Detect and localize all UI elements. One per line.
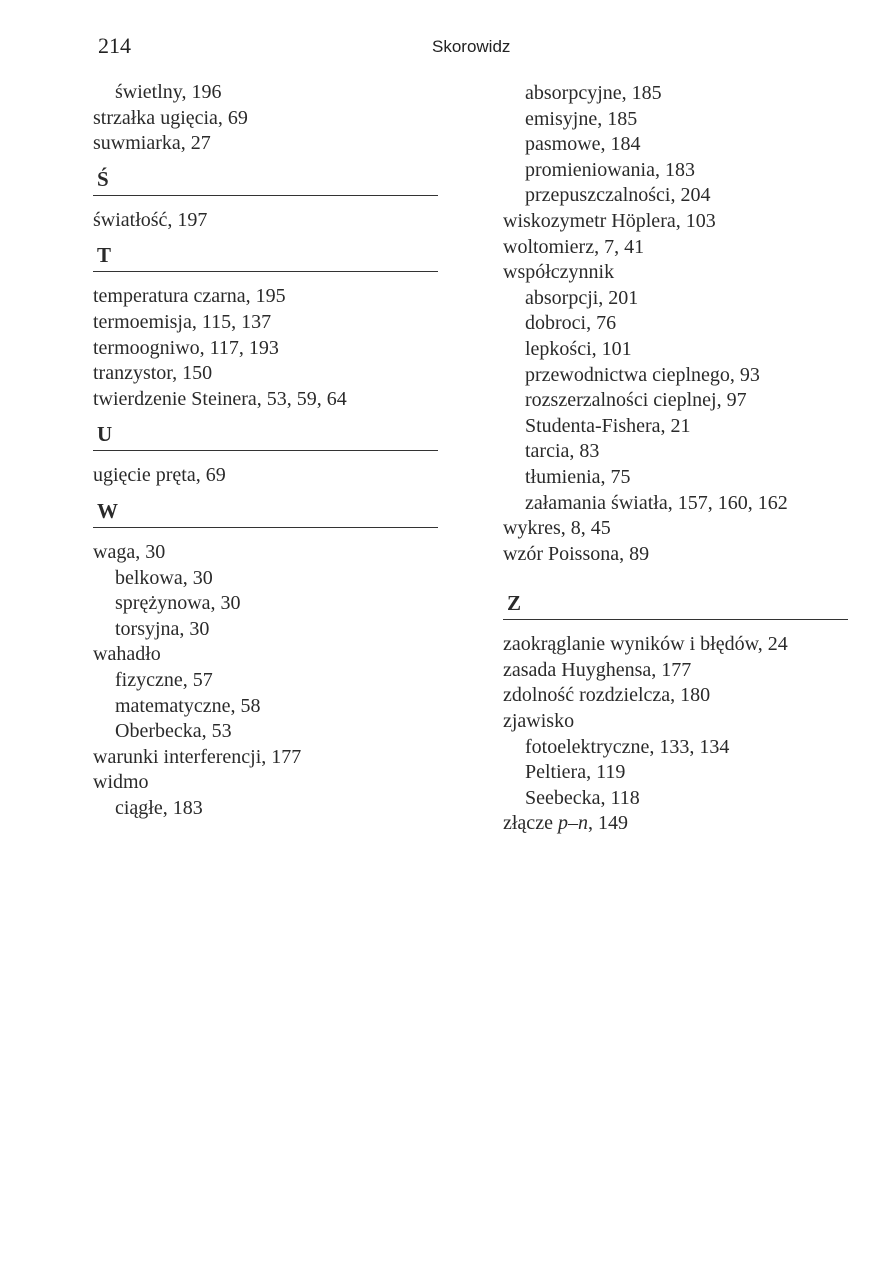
index-entry: współczynnik: [503, 261, 615, 284]
section-heading-u: U: [97, 422, 113, 447]
index-entry: wahadło: [93, 643, 161, 666]
index-subentry: fotoelektryczne, 133, 134: [525, 735, 730, 758]
index-subentry: tarcia, 83: [525, 440, 600, 463]
index-subentry: rozszerzalności cieplnej, 97: [525, 389, 747, 412]
index-entry: woltomierz, 7, 41: [503, 235, 645, 258]
index-entry: zdolność rozdzielcza, 180: [503, 684, 711, 707]
index-subentry: fizyczne, 57: [115, 668, 213, 691]
entry-pages: , 149: [587, 812, 628, 835]
entry-italic-term: p–n: [557, 812, 588, 835]
index-entry: widmo: [93, 771, 149, 794]
index-entry: wiskozymetr Höplera, 103: [503, 209, 716, 232]
index-entry: tranzystor, 150: [93, 362, 213, 385]
index-subentry: przewodnictwa cieplnego, 93: [525, 363, 760, 386]
running-head: Skorowidz: [432, 37, 511, 56]
index-entry: termoemisja, 115, 137: [93, 310, 272, 333]
section-rule: [503, 619, 848, 620]
index-entry: waga, 30: [93, 540, 166, 563]
index-entry: twierdzenie Steinera, 53, 59, 64: [93, 387, 347, 410]
index-subentry: emisyjne, 185: [525, 107, 638, 130]
index-entry: warunki interferencji, 177: [93, 745, 302, 768]
section-heading-t: T: [97, 243, 112, 268]
index-subentry: Peltiera, 119: [525, 761, 626, 784]
index-entry-pn-junction: [503, 811, 848, 837]
index-subentry: lepkości, 101: [525, 337, 632, 360]
index-entry: termoogniwo, 117, 193: [93, 336, 279, 359]
index-entry: wykres, 8, 45: [503, 517, 611, 540]
entry-prefix: złącze: [503, 812, 558, 835]
section-rule: [93, 527, 438, 528]
section-heading-z: Z: [507, 591, 522, 616]
index-entry: ugięcie pręta, 69: [93, 464, 226, 487]
section-heading-s: Ś: [97, 166, 109, 191]
index-subentry: pasmowe, 184: [525, 133, 641, 156]
index-subentry: przepuszczalności, 204: [525, 184, 711, 207]
index-subentry: Seebecka, 118: [525, 786, 640, 809]
section-heading-w: W: [97, 498, 118, 523]
index-entry: zasada Huyghensa, 177: [503, 658, 692, 681]
page-number: 214: [98, 33, 131, 58]
section-rule: [93, 450, 438, 451]
index-entry: wzór Poissona, 89: [503, 542, 650, 565]
index-subentry: torsyjna, 30: [115, 617, 210, 640]
index-subentry: tłumienia, 75: [525, 465, 631, 488]
index-entry: suwmiarka, 27: [93, 132, 211, 155]
index-subentry: matematyczne, 58: [115, 694, 261, 717]
index-subentry: ciągłe, 183: [115, 796, 203, 819]
index-column-right: [503, 81, 848, 837]
index-subentry: absorpcji, 201: [525, 286, 639, 309]
index-subentry: absorpcyjne, 185: [525, 82, 662, 104]
index-subentry: Studenta-Fishera, 21: [525, 414, 691, 437]
index-entry: temperatura czarna, 195: [93, 285, 286, 308]
index-column-left: [93, 80, 438, 821]
index-subentry: promieniowania, 183: [525, 158, 695, 181]
section-rule: [93, 271, 438, 272]
section-rule: [93, 195, 438, 196]
index-entry: zjawisko: [503, 710, 575, 733]
index-entry: zaokrąglanie wyników i błędów, 24: [503, 633, 788, 656]
index-entry: strzałka ugięcia, 69: [93, 106, 248, 129]
index-entry: światłość, 197: [93, 208, 208, 231]
index-subentry: Oberbecka, 53: [115, 720, 232, 743]
index-subentry: sprężynowa, 30: [115, 592, 241, 615]
index-subentry: dobroci, 76: [525, 312, 617, 335]
index-subentry: belkowa, 30: [115, 566, 213, 589]
index-entry: świetlny, 196: [115, 81, 222, 103]
index-subentry: załamania światła, 157, 160, 162: [525, 491, 788, 514]
